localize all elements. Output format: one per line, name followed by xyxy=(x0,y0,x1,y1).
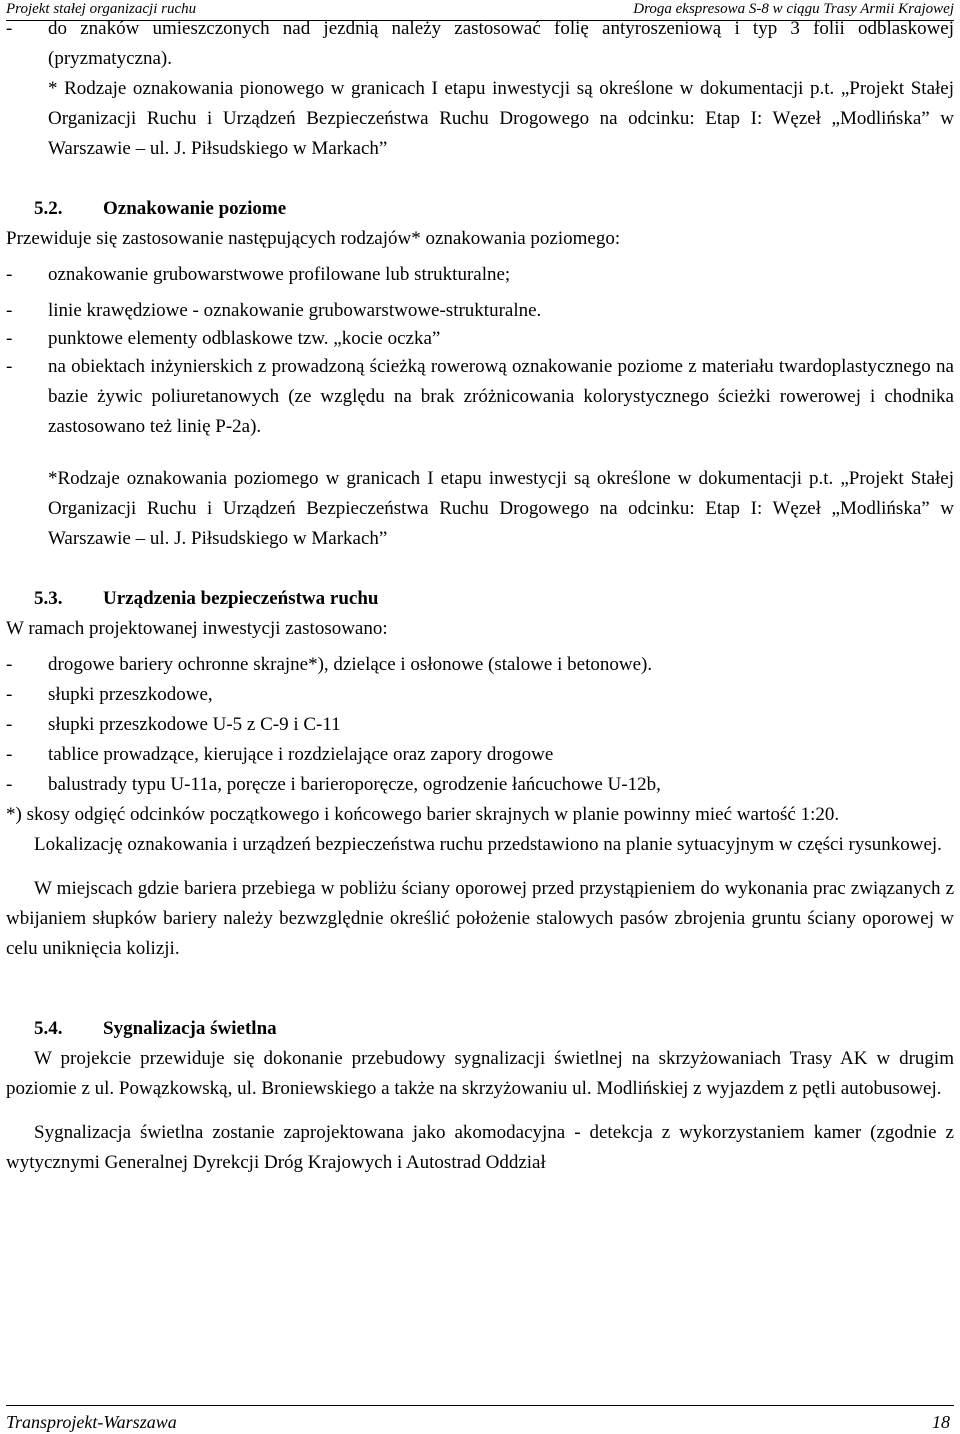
list-item xyxy=(6,770,954,800)
list-item xyxy=(6,680,954,710)
list-dash: - xyxy=(6,744,13,765)
list-item-text: linie krawędziowe - oznakowanie grubowarstwowe-strukturalne. xyxy=(48,300,542,321)
list-item-text: na obiektach inżynierskich z prowadzoną ścieżką rowerową oznakowanie poziome z materiału twardoplastycznego na bazie żywic poliuretanowych (ze względu na brak zróżnicowania kolorystycznego ścieżki rowerowej i chodnika zastosowano też linię P-2a). xyxy=(48,356,954,437)
section-intro: Przewiduje się zastosowanie następujących rodzajów* oznakowania poziomego: xyxy=(6,228,621,249)
page-content xyxy=(6,14,954,1178)
list-item xyxy=(6,326,954,352)
paragraph: W miejscach gdzie bariera przebiega w pobliżu ściany oporowej przed przystąpieniem do wykonania prac związanych z wbijaniem słupków bariery należy bezwzględnie określić położenie stalowych pasów zbrojenia gruntu ściany oporowej w celu uniknięcia kolizji. xyxy=(6,878,954,959)
list-dash: - xyxy=(6,774,13,795)
barrier-footnote: *) skosy odgięć odcinków początkowego i końcowego barier skrajnych w planie powinny mieć wartość 1:20. xyxy=(6,804,840,825)
section-intro: W ramach projektowanej inwestycji zastosowano: xyxy=(6,618,388,639)
section-number: 5.4. xyxy=(34,1018,63,1039)
page-number: 18 xyxy=(932,1412,950,1432)
paragraph: Lokalizację oznakowania i urządzeń bezpieczeństwa ruchu przedstawiono na planie sytuacyjnym w części rysunkowej. xyxy=(34,834,942,855)
list-dash: - xyxy=(6,684,13,705)
section-title: Oznakowanie poziome xyxy=(103,198,287,219)
vertical-signs-note: * Rodzaje oznakowania pionowego w granicach I etapu inwestycji są określone w dokumentacji p.t. „Projekt Stałej Organizacji Ruchu i Urządzeń Bezpieczeństwa Ruchu Drogowego na odcinku: Etap I: Węzeł „Modlińska” w Warszawie – ul. J. Piłsudskiego w Markach” xyxy=(48,78,954,159)
list-dash: - xyxy=(6,714,13,735)
page-footer xyxy=(6,1405,954,1430)
list-item xyxy=(6,260,954,290)
list-item-text: tablice prowadzące, kierujące i rozdzielające oraz zapory drogowe xyxy=(48,744,554,765)
section-heading-5-4 xyxy=(6,1014,954,1044)
list-item xyxy=(6,710,954,740)
list-dash: - xyxy=(6,300,13,321)
list-item xyxy=(6,14,954,74)
list-item xyxy=(6,352,954,442)
header-road-title: Droga ekspresowa S-8 w ciągu Trasy Armii Krajowej xyxy=(633,1,954,17)
list-item xyxy=(6,650,954,680)
section-title: Urządzenia bezpieczeństwa ruchu xyxy=(103,588,379,609)
list-dash: - xyxy=(6,654,13,675)
list-item-text: do znaków umieszczonych nad jezdnią należy zastosować folię antyroszeniową i typ 3 folii odblaskowej (pryzmatyczna). xyxy=(48,18,954,69)
list-item-text: balustrady typu U-11a, poręcze i barieroporęcze, ogrodzenie łańcuchowe U-12b, xyxy=(48,774,661,795)
list-item-text: oznakowanie grubowarstwowe profilowane lub strukturalne; xyxy=(48,264,511,285)
section-heading-5-3 xyxy=(6,584,954,614)
list-item-text: punktowe elementy odblaskowe tzw. „kocie oczka” xyxy=(48,328,441,349)
section-number: 5.2. xyxy=(34,198,63,219)
list-dash: - xyxy=(6,328,13,349)
section-number: 5.3. xyxy=(34,588,63,609)
list-item-text: drogowe bariery ochronne skrajne*), dzielące i osłonowe (stalowe i betonowe). xyxy=(48,654,653,675)
section-heading-5-2 xyxy=(6,194,954,224)
footer-company: Transprojekt-Warszawa xyxy=(6,1412,177,1432)
list-dash: - xyxy=(6,18,13,39)
list-dash: - xyxy=(6,264,13,285)
list-item xyxy=(6,740,954,770)
list-item-text: słupki przeszkodowe U-5 z C-9 i C-11 xyxy=(48,714,341,735)
paragraph: Sygnalizacja świetlna zostanie zaprojektowana jako akomodacyjna - detekcja z wykorzystaniem kamer (zgodnie z wytycznymi Generalnej Dyrekcji Dróg Krajowych i Autostrad Oddział xyxy=(6,1122,954,1173)
paragraph: W projekcie przewiduje się dokonanie przebudowy sygnalizacji świetlnej na skrzyżowaniach Trasy AK w drugim poziomie z ul. Powązkowską, ul. Broniewskiego a także na skrzyżowaniu ul. Modlińskiej z wyjazdem z pętli autobusowej. xyxy=(6,1048,954,1099)
header-project-title: Projekt stałej organizacji ruchu xyxy=(6,1,197,17)
horizontal-marking-note: *Rodzaje oznakowania poziomego w granicach I etapu inwestycji są określone w dokumentacji p.t. „Projekt Stałej Organizacji Ruchu i Urządzeń Bezpieczeństwa Ruchu Drogowego na odcinku: Etap I: Węzeł „Modlińska” w Warszawie – ul. J. Piłsudskiego w Markach” xyxy=(48,468,954,549)
list-item xyxy=(6,296,954,326)
section-title: Sygnalizacja świetlna xyxy=(103,1018,277,1039)
list-item-text: słupki przeszkodowe, xyxy=(48,684,213,705)
list-dash: - xyxy=(6,356,13,377)
